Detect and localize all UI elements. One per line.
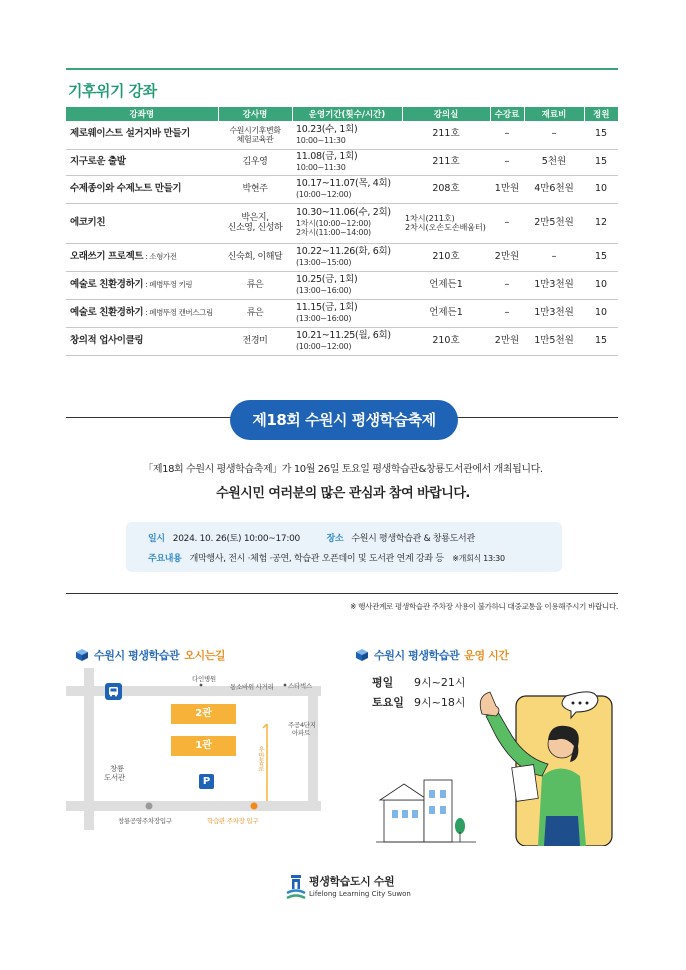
instructor-cell: [218, 271, 292, 299]
table-header-row: [66, 107, 618, 121]
course-name-cell: [66, 299, 218, 327]
directions-org: 수원시 평생학습관: [94, 649, 180, 662]
building-cube-icon: [356, 649, 368, 661]
instructor-name: 박현주: [242, 183, 268, 194]
period-line: (13:00~16:00): [296, 313, 352, 323]
hours-row-weekday: [372, 674, 465, 694]
logo-subtitle: Lifelong Learning City Suwon: [309, 890, 411, 898]
hours-org: 수원시 평생학습관: [374, 649, 460, 662]
instructor-cell: [218, 175, 292, 203]
instructor-cell: [218, 149, 292, 175]
period-line: 1차시(10:00~12:00): [296, 219, 371, 229]
hours-row-saturday: [372, 694, 465, 714]
period-cell: [292, 299, 402, 327]
date-label: 일시: [148, 534, 165, 544]
capacity-value: 10: [594, 182, 608, 194]
info-row-date: [148, 531, 475, 544]
material-cell: [524, 271, 584, 299]
table-row: [66, 175, 618, 203]
period-cell: [292, 327, 402, 355]
map-label-library1: 창룡: [110, 764, 124, 773]
fee-cell: [490, 299, 524, 327]
course-subtitle: : 소형가전: [143, 251, 177, 261]
material-value: 1만5천원: [534, 334, 574, 346]
room-name: 210호: [432, 334, 460, 346]
instructor-name: 신소영, 신성하: [227, 223, 283, 233]
instructor-cell: [218, 327, 292, 355]
material-value: 1만3천원: [534, 278, 574, 290]
capacity-value: 15: [594, 334, 608, 346]
period-line: 10.17~11.07(목, 4회): [296, 177, 391, 189]
col-header: 강좌명: [66, 107, 218, 121]
room-name: 언제든1: [429, 278, 463, 290]
map-label-park-entrance: 창룡공영주차장입구: [118, 817, 172, 825]
content-note: ※개회식 13:30: [452, 554, 505, 563]
room-name: 210호: [432, 250, 460, 262]
material-cell: [524, 121, 584, 149]
period-line: (13:00~16:00): [296, 285, 352, 295]
period-cell: [292, 203, 402, 243]
date-value: 2024. 10. 26(토) 10:00~17:00: [172, 534, 300, 544]
period-line: 11.08(금, 1회): [296, 150, 358, 162]
col-header: 운영기간(횟수/시간): [292, 107, 402, 121]
fee-value: –: [504, 155, 510, 167]
directions-heading: [76, 647, 225, 663]
course-subtitle: : 폐병뚜껑 캔버스그림: [143, 307, 213, 317]
saturday-label: 토요일: [372, 696, 404, 709]
capacity-cell: [584, 121, 618, 149]
room-cell: [402, 121, 490, 149]
material-value: –: [551, 128, 557, 140]
map-label-intersection: 통소바위 사거리: [230, 683, 274, 691]
course-name-cell: [66, 203, 218, 243]
instructor-cell: [218, 243, 292, 271]
map-label-road: 우만동로: [257, 746, 265, 771]
period-line: 10:00~11:30: [296, 135, 346, 145]
top-rule: [66, 68, 618, 70]
room-cell: [402, 271, 490, 299]
table-row: [66, 243, 618, 271]
instructor-cell: [218, 299, 292, 327]
fee-cell: [490, 327, 524, 355]
lecture-table: [66, 107, 618, 356]
course-name: 에코키친: [70, 216, 106, 228]
material-cell: [524, 243, 584, 271]
weekday-label: 평일: [372, 676, 394, 689]
instructor-name: 김우영: [242, 156, 268, 167]
capacity-cell: [584, 327, 618, 355]
room-cell: [402, 299, 490, 327]
capacity-cell: [584, 203, 618, 243]
capacity-cell: [584, 243, 618, 271]
fee-cell: [490, 203, 524, 243]
instructor-name: 류은: [246, 307, 264, 318]
course-name: 오래쓰기 프로젝트: [70, 250, 144, 262]
place-value: 수원시 평생학습관 & 창룡도서관: [351, 534, 475, 544]
capacity-value: 12: [594, 216, 608, 228]
course-name-cell: [66, 327, 218, 355]
room-name: 1차시(211호): [405, 213, 455, 223]
weekday-value: 9시~21시: [414, 676, 466, 689]
content-value: 개막행사, 전시 ·체험 ·공연, 학습관 오픈데이 및 도서관 연계 강좌 등: [189, 554, 444, 564]
instructor-name: 전경미: [242, 335, 268, 346]
room-cell: [402, 175, 490, 203]
hours-title: 운영 시간: [464, 649, 509, 662]
festival-invitation: 수원시민 여러분의 많은 관심과 참여 바랍니다.: [216, 486, 470, 501]
fee-value: –: [504, 216, 510, 228]
material-value: 4만6천원: [534, 182, 574, 194]
period-line: 11.15(금, 1회): [296, 301, 358, 313]
course-name: 예술로 친환경하기: [70, 306, 144, 318]
table-row: [66, 149, 618, 175]
map-label-school-entrance: 학습관 주차장 입구: [207, 817, 259, 825]
logo-title: 평생학습도시 수원: [309, 875, 395, 888]
place-label: 장소: [326, 534, 344, 544]
fee-cell: [490, 149, 524, 175]
map-label-library2: 도서관: [104, 773, 125, 782]
room-cell: [402, 149, 490, 175]
period-line: 10.21~11.25(월, 6회): [296, 329, 391, 341]
map-label-starbucks: 스타벅스: [288, 682, 312, 690]
material-value: 2만5천원: [534, 216, 574, 228]
capacity-value: 15: [594, 155, 608, 167]
table-row: [66, 271, 618, 299]
period-line: 10.23(수, 1회): [296, 123, 358, 135]
room-name: 2차시(오손도손배움터): [405, 223, 486, 232]
room-cell: [402, 243, 490, 271]
course-name-cell: [66, 271, 218, 299]
material-value: –: [551, 250, 557, 262]
period-line: (10:00~12:00): [296, 341, 352, 351]
material-value: 5천원: [541, 155, 567, 167]
material-value: 1만3천원: [534, 306, 574, 318]
room-name: 언제든1: [429, 306, 463, 318]
capacity-value: 15: [594, 128, 608, 140]
section-title: 기후위기 강좌: [68, 82, 157, 100]
period-cell: [292, 243, 402, 271]
fee-value: 1만원: [494, 182, 520, 194]
capacity-cell: [584, 149, 618, 175]
saturday-value: 9시~18시: [414, 696, 466, 709]
building-1: 1관: [171, 736, 236, 756]
course-name-cell: [66, 175, 218, 203]
course-name-cell: [66, 121, 218, 149]
material-cell: [524, 203, 584, 243]
course-name-cell: [66, 243, 218, 271]
map-label-apt: 주공4단지: [288, 721, 316, 729]
period-line: (10:00~12:00): [296, 189, 352, 199]
festival-info-box: [126, 522, 562, 572]
course-name: 창의적 업사이클링: [70, 334, 144, 346]
capacity-cell: [584, 299, 618, 327]
course-name: 예술로 친환경하기: [70, 278, 144, 290]
fee-value: –: [504, 128, 510, 140]
course-name: 지구로운 출발: [70, 155, 126, 167]
content-label: 주요내용: [148, 554, 182, 564]
period-cell: [292, 271, 402, 299]
map-label-hospital: 다인병원: [192, 675, 216, 683]
period-line: 10.22~11.26(화, 6회): [296, 245, 391, 257]
fee-value: –: [504, 306, 510, 318]
capacity-value: 10: [594, 278, 608, 290]
festival-description: 「제18회 수원시 평생학습축제」가 10월 26일 토요일 평생학습관&창룡도서관에서 개최됩니다.: [143, 464, 543, 475]
period-cell: [292, 121, 402, 149]
room-name: 211호: [432, 128, 460, 140]
instructor-name: 체험교육관: [236, 134, 274, 144]
period-line: 10.30~11.06(수, 2회): [296, 207, 391, 219]
material-cell: [524, 149, 584, 175]
parking-icon: P: [199, 774, 214, 789]
col-header: 강의실: [402, 107, 490, 121]
instructor-name: 수원시기후변화: [229, 125, 281, 135]
col-header: 강사명: [218, 107, 292, 121]
instructor-cell: [218, 121, 292, 149]
directions-map: [66, 668, 326, 830]
fee-value: 2만원: [494, 250, 520, 262]
table-row: [66, 299, 618, 327]
suwon-logo-icon: [286, 873, 306, 903]
bus-icon: [105, 683, 122, 700]
room-cell: [402, 327, 490, 355]
col-header: 정원: [584, 107, 618, 121]
col-header: 재료비: [524, 107, 584, 121]
fee-cell: [490, 121, 524, 149]
capacity-value: 10: [594, 306, 608, 318]
period-cell: [292, 175, 402, 203]
period-line: 2차시(11:00~14:00): [296, 228, 371, 238]
instructor-name: 류은: [246, 279, 264, 290]
table-row: [66, 121, 618, 149]
material-cell: [524, 299, 584, 327]
parking-note: ※ 행사관계로 평생학습관 주차장 사용이 불가하니 대중교통을 이용해주시기 바랍니다.: [350, 602, 618, 611]
period-line: 10.25(금, 1회): [296, 273, 358, 285]
period-line: (13:00~15:00): [296, 257, 352, 267]
fee-cell: [490, 175, 524, 203]
map-label-apt2: 아파트: [292, 729, 310, 737]
course-name: 수제종이와 수제노트 만들기: [70, 182, 182, 194]
fee-cell: [490, 271, 524, 299]
room-name: 208호: [432, 182, 460, 194]
period-line: 10:00~11:30: [296, 162, 346, 172]
table-body: [66, 121, 618, 355]
info-row-content: [148, 551, 505, 564]
instructor-name: 신숙희, 이해달: [227, 251, 283, 262]
building-cube-icon: [76, 649, 88, 661]
hours-heading: [356, 647, 509, 663]
table-row: [66, 203, 618, 243]
period-cell: [292, 149, 402, 175]
col-header: 수강료: [490, 107, 524, 121]
course-name-cell: [66, 149, 218, 175]
course-subtitle: : 폐병뚜껑 키링: [143, 279, 193, 289]
room-name: 211호: [432, 155, 460, 167]
material-cell: [524, 175, 584, 203]
table-row: [66, 327, 618, 355]
capacity-value: 15: [594, 250, 608, 262]
hours-list: [372, 674, 465, 714]
fee-cell: [490, 243, 524, 271]
material-cell: [524, 327, 584, 355]
building-2: 2관: [171, 704, 236, 724]
capacity-cell: [584, 175, 618, 203]
instructor-cell: [218, 203, 292, 243]
capacity-cell: [584, 271, 618, 299]
directions-title: 오시는길: [184, 649, 226, 662]
fee-value: –: [504, 278, 510, 290]
festival-banner: 제18회 수원시 평생학습축제: [230, 400, 458, 440]
room-cell: [402, 203, 490, 243]
section-rule: [66, 593, 618, 594]
instructor-name: 박은지,: [241, 212, 269, 223]
fee-value: 2만원: [494, 334, 520, 346]
course-name: 제로웨이스트 설거지바 만들기: [70, 128, 190, 140]
